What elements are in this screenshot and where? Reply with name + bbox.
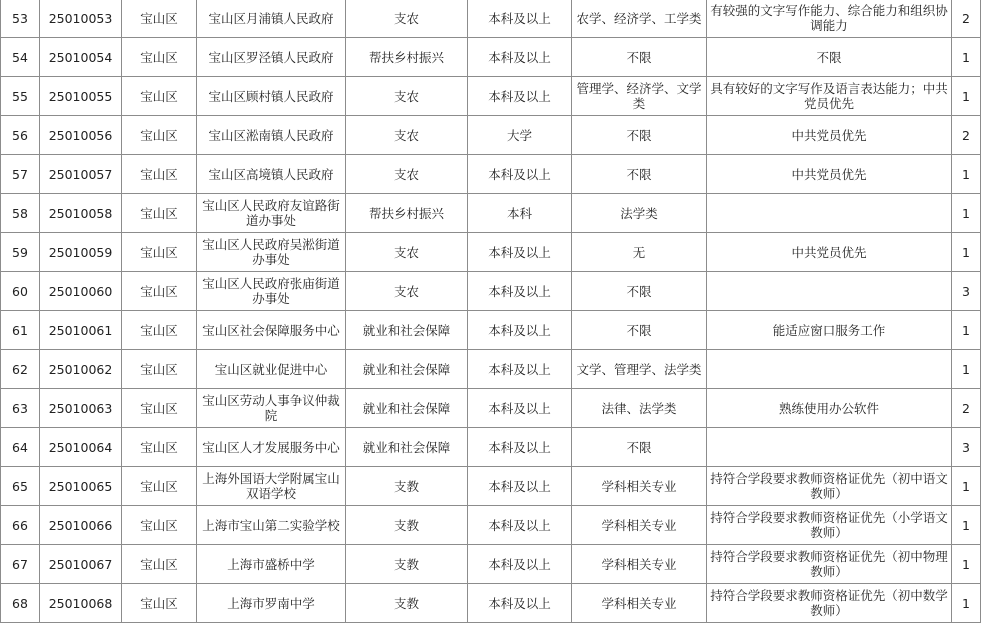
district-cell: 宝山区	[122, 77, 197, 116]
education-cell: 本科及以上	[468, 428, 572, 467]
headcount-cell: 1	[952, 545, 981, 584]
position-type-cell: 就业和社会保障	[346, 350, 468, 389]
major-cell: 农学、经济学、工学类	[572, 0, 707, 38]
table-row	[1, 155, 981, 194]
employer-cell: 上海外国语大学附属宝山双语学校	[197, 467, 346, 506]
requirements-cell	[707, 194, 952, 233]
major-cell: 学科相关专业	[572, 584, 707, 623]
requirements-cell	[707, 350, 952, 389]
major-cell: 法律、法学类	[572, 389, 707, 428]
row-number-cell: 64	[1, 428, 40, 467]
position-code-cell: 25010058	[40, 194, 122, 233]
table-row	[1, 77, 981, 116]
education-cell: 本科及以上	[468, 233, 572, 272]
table-row	[1, 506, 981, 545]
employer-cell: 宝山区社会保障服务中心	[197, 311, 346, 350]
education-cell: 大学	[468, 116, 572, 155]
position-type-cell: 就业和社会保障	[346, 428, 468, 467]
district-cell: 宝山区	[122, 194, 197, 233]
headcount-cell: 1	[952, 194, 981, 233]
major-cell: 学科相关专业	[572, 545, 707, 584]
requirements-cell: 中共党员优先	[707, 155, 952, 194]
position-type-cell: 支教	[346, 584, 468, 623]
employer-cell: 宝山区人民政府友谊路街道办事处	[197, 194, 346, 233]
table-row	[1, 311, 981, 350]
table-body	[1, 0, 981, 623]
education-cell: 本科及以上	[468, 389, 572, 428]
row-number-cell: 61	[1, 311, 40, 350]
position-type-cell: 就业和社会保障	[346, 311, 468, 350]
headcount-cell: 1	[952, 38, 981, 77]
position-code-cell: 25010057	[40, 155, 122, 194]
requirements-cell: 具有较好的文字写作及语言表达能力；中共党员优先	[707, 77, 952, 116]
position-type-cell: 支农	[346, 233, 468, 272]
education-cell: 本科及以上	[468, 584, 572, 623]
position-code-cell: 25010061	[40, 311, 122, 350]
requirements-cell: 中共党员优先	[707, 116, 952, 155]
education-cell: 本科及以上	[468, 350, 572, 389]
education-cell: 本科及以上	[468, 38, 572, 77]
table-row	[1, 38, 981, 77]
major-cell: 不限	[572, 116, 707, 155]
district-cell: 宝山区	[122, 428, 197, 467]
employer-cell: 宝山区劳动人事争议仲裁院	[197, 389, 346, 428]
headcount-cell: 1	[952, 467, 981, 506]
table-row	[1, 428, 981, 467]
education-cell: 本科及以上	[468, 311, 572, 350]
major-cell: 学科相关专业	[572, 506, 707, 545]
position-type-cell: 帮扶乡村振兴	[346, 38, 468, 77]
requirements-cell: 能适应窗口服务工作	[707, 311, 952, 350]
table-row	[1, 350, 981, 389]
table-row	[1, 233, 981, 272]
employer-cell: 宝山区人民政府张庙街道办事处	[197, 272, 346, 311]
requirements-cell: 不限	[707, 38, 952, 77]
position-type-cell: 帮扶乡村振兴	[346, 194, 468, 233]
position-type-cell: 支农	[346, 77, 468, 116]
district-cell: 宝山区	[122, 0, 197, 38]
row-number-cell: 56	[1, 116, 40, 155]
major-cell: 无	[572, 233, 707, 272]
position-code-cell: 25010064	[40, 428, 122, 467]
table-row	[1, 584, 981, 623]
table-row	[1, 272, 981, 311]
headcount-cell: 2	[952, 116, 981, 155]
district-cell: 宝山区	[122, 389, 197, 428]
headcount-cell: 1	[952, 584, 981, 623]
row-number-cell: 60	[1, 272, 40, 311]
district-cell: 宝山区	[122, 545, 197, 584]
position-code-cell: 25010054	[40, 38, 122, 77]
row-number-cell: 65	[1, 467, 40, 506]
row-number-cell: 68	[1, 584, 40, 623]
position-type-cell: 支农	[346, 272, 468, 311]
district-cell: 宝山区	[122, 155, 197, 194]
district-cell: 宝山区	[122, 233, 197, 272]
employer-cell: 宝山区就业促进中心	[197, 350, 346, 389]
headcount-cell: 3	[952, 272, 981, 311]
district-cell: 宝山区	[122, 311, 197, 350]
major-cell: 学科相关专业	[572, 467, 707, 506]
position-type-cell: 支农	[346, 116, 468, 155]
headcount-cell: 1	[952, 155, 981, 194]
major-cell: 法学类	[572, 194, 707, 233]
position-type-cell: 就业和社会保障	[346, 389, 468, 428]
major-cell: 不限	[572, 311, 707, 350]
major-cell: 文学、管理学、法学类	[572, 350, 707, 389]
requirements-cell	[707, 428, 952, 467]
requirements-cell: 有较强的文字写作能力、综合能力和组织协调能力	[707, 0, 952, 38]
table-row	[1, 0, 981, 38]
district-cell: 宝山区	[122, 350, 197, 389]
requirements-cell: 持符合学段要求教师资格证优先（小学语文教师）	[707, 506, 952, 545]
headcount-cell: 3	[952, 428, 981, 467]
major-cell: 管理学、经济学、文学类	[572, 77, 707, 116]
table-row	[1, 116, 981, 155]
position-code-cell: 25010055	[40, 77, 122, 116]
position-type-cell: 支教	[346, 506, 468, 545]
education-cell: 本科及以上	[468, 0, 572, 38]
requirements-cell: 持符合学段要求教师资格证优先（初中物理教师）	[707, 545, 952, 584]
requirements-cell: 持符合学段要求教师资格证优先（初中数学教师）	[707, 584, 952, 623]
district-cell: 宝山区	[122, 467, 197, 506]
headcount-cell: 1	[952, 311, 981, 350]
district-cell: 宝山区	[122, 584, 197, 623]
employer-cell: 宝山区人才发展服务中心	[197, 428, 346, 467]
position-code-cell: 25010063	[40, 389, 122, 428]
requirements-cell	[707, 272, 952, 311]
row-number-cell: 57	[1, 155, 40, 194]
table-row	[1, 545, 981, 584]
district-cell: 宝山区	[122, 272, 197, 311]
employer-cell: 上海市罗南中学	[197, 584, 346, 623]
education-cell: 本科及以上	[468, 545, 572, 584]
district-cell: 宝山区	[122, 38, 197, 77]
row-number-cell: 59	[1, 233, 40, 272]
employer-cell: 宝山区淞南镇人民政府	[197, 116, 346, 155]
education-cell: 本科及以上	[468, 155, 572, 194]
position-code-cell: 25010059	[40, 233, 122, 272]
education-cell: 本科及以上	[468, 272, 572, 311]
position-code-cell: 25010053	[40, 0, 122, 38]
employer-cell: 宝山区罗泾镇人民政府	[197, 38, 346, 77]
row-number-cell: 63	[1, 389, 40, 428]
education-cell: 本科及以上	[468, 77, 572, 116]
requirements-cell: 熟练使用办公软件	[707, 389, 952, 428]
position-code-cell: 25010068	[40, 584, 122, 623]
position-type-cell: 支教	[346, 467, 468, 506]
table-row	[1, 467, 981, 506]
position-type-cell: 支农	[346, 0, 468, 38]
major-cell: 不限	[572, 38, 707, 77]
headcount-cell: 2	[952, 0, 981, 38]
employer-cell: 宝山区月浦镇人民政府	[197, 0, 346, 38]
row-number-cell: 58	[1, 194, 40, 233]
position-code-cell: 25010056	[40, 116, 122, 155]
major-cell: 不限	[572, 428, 707, 467]
employer-cell: 上海市宝山第二实验学校	[197, 506, 346, 545]
position-code-cell: 25010067	[40, 545, 122, 584]
education-cell: 本科及以上	[468, 506, 572, 545]
row-number-cell: 53	[1, 0, 40, 38]
position-type-cell: 支农	[346, 155, 468, 194]
employer-cell: 宝山区顾村镇人民政府	[197, 77, 346, 116]
requirements-cell: 持符合学段要求教师资格证优先（初中语文教师）	[707, 467, 952, 506]
major-cell: 不限	[572, 272, 707, 311]
position-type-cell: 支教	[346, 545, 468, 584]
headcount-cell: 1	[952, 77, 981, 116]
education-cell: 本科	[468, 194, 572, 233]
major-cell: 不限	[572, 155, 707, 194]
row-number-cell: 66	[1, 506, 40, 545]
employer-cell: 宝山区高境镇人民政府	[197, 155, 346, 194]
row-number-cell: 67	[1, 545, 40, 584]
table-row	[1, 194, 981, 233]
education-cell: 本科及以上	[468, 467, 572, 506]
position-code-cell: 25010060	[40, 272, 122, 311]
position-code-cell: 25010066	[40, 506, 122, 545]
employer-cell: 上海市盛桥中学	[197, 545, 346, 584]
headcount-cell: 1	[952, 350, 981, 389]
headcount-cell: 2	[952, 389, 981, 428]
district-cell: 宝山区	[122, 506, 197, 545]
row-number-cell: 54	[1, 38, 40, 77]
district-cell: 宝山区	[122, 116, 197, 155]
row-number-cell: 55	[1, 77, 40, 116]
position-code-cell: 25010065	[40, 467, 122, 506]
employer-cell: 宝山区人民政府吴淞街道办事处	[197, 233, 346, 272]
row-number-cell: 62	[1, 350, 40, 389]
table-row	[1, 389, 981, 428]
headcount-cell: 1	[952, 233, 981, 272]
requirements-cell: 中共党员优先	[707, 233, 952, 272]
headcount-cell: 1	[952, 506, 981, 545]
position-code-cell: 25010062	[40, 350, 122, 389]
